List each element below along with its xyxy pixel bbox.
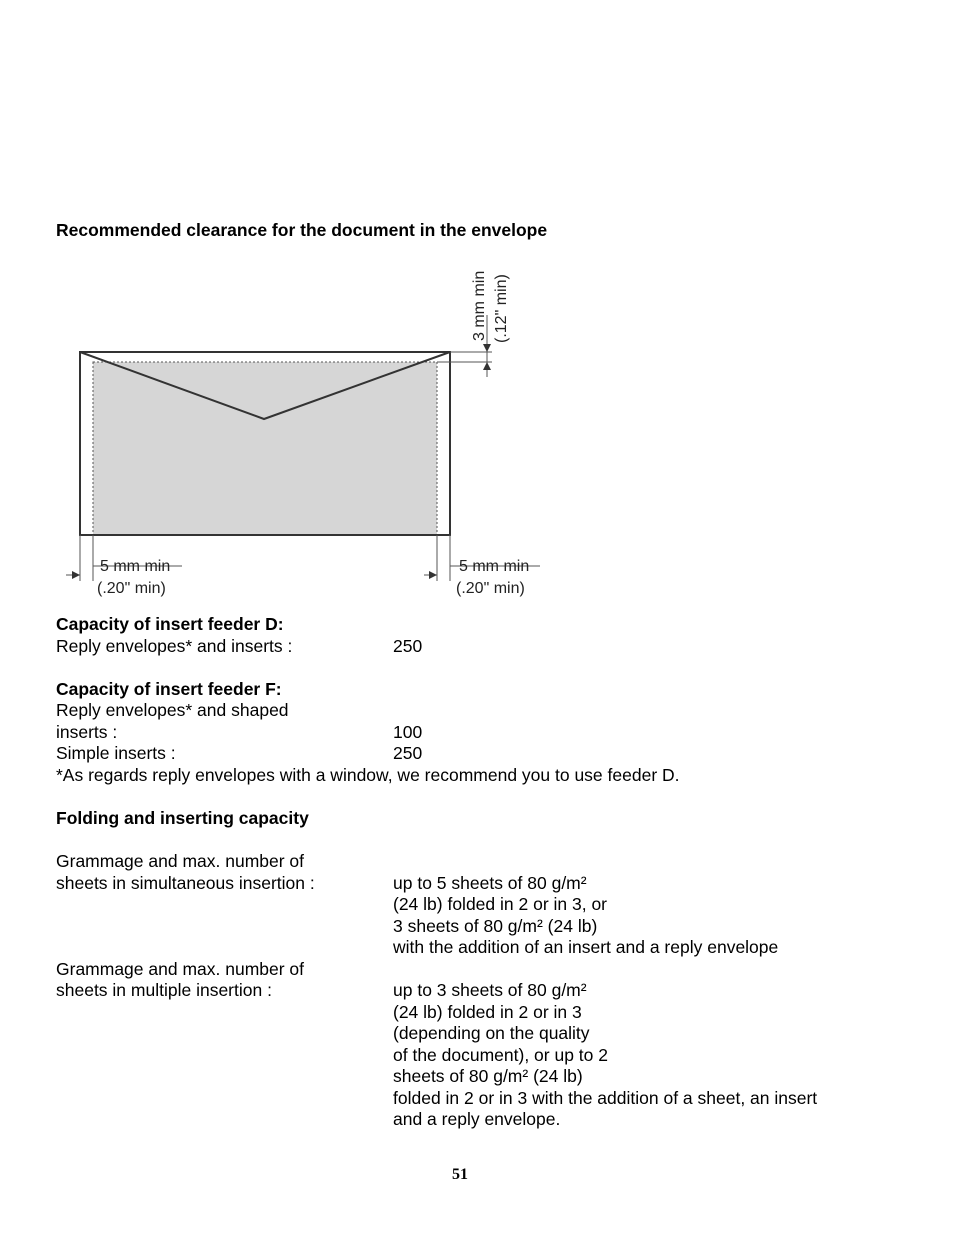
feeder-f-heading: Capacity of insert feeder F: bbox=[56, 679, 282, 699]
feeder-d-label: Reply envelopes* and inserts : bbox=[56, 636, 293, 656]
simultaneous-value-line: with the addition of an insert and a reply envelope bbox=[393, 937, 779, 957]
feeder-f-row2-label: Simple inserts : bbox=[56, 743, 176, 763]
multiple-label-2: sheets in multiple insertion : bbox=[56, 980, 272, 1000]
left-clearance-label-2: (.20" min) bbox=[97, 580, 166, 597]
feeder-d-value: 250 bbox=[393, 636, 423, 656]
arrow-right bbox=[429, 571, 437, 579]
arrow-top-up bbox=[483, 362, 491, 370]
feeder-f-row1-label-1: Reply envelopes* and shaped bbox=[56, 700, 289, 720]
top-clearance-label-1: 3 mm min bbox=[471, 270, 488, 341]
simultaneous-label-1: Grammage and max. number of bbox=[56, 851, 305, 871]
arrow-top-down bbox=[483, 344, 491, 352]
multiple-value-line: sheets of 80 g/m² (24 lb) bbox=[393, 1066, 583, 1086]
multiple-value-line: (depending on the quality bbox=[393, 1023, 590, 1043]
envelope-clearance-diagram bbox=[60, 255, 560, 600]
left-clearance-label-1: 5 mm min bbox=[100, 558, 171, 575]
feeder-f-row1-label-2: inserts : bbox=[56, 722, 118, 742]
multiple-label-1: Grammage and max. number of bbox=[56, 959, 305, 979]
simultaneous-value-line: up to 5 sheets of 80 g/m² bbox=[393, 873, 587, 893]
right-clearance-label-1: 5 mm min bbox=[459, 558, 530, 575]
arrow-left bbox=[72, 571, 80, 579]
simultaneous-value-line: 3 sheets of 80 g/m² (24 lb) bbox=[393, 916, 598, 936]
multiple-value-line: (24 lb) folded in 2 or in 3 bbox=[393, 1002, 582, 1022]
top-clearance-label-2: (.12" min) bbox=[493, 274, 510, 343]
document-area bbox=[93, 362, 437, 535]
multiple-value-line: up to 3 sheets of 80 g/m² bbox=[393, 980, 587, 1000]
feeder-f-row1-value: 100 bbox=[393, 722, 423, 742]
page-number: 51 bbox=[452, 1166, 468, 1183]
clearance-heading: Recommended clearance for the document in the envelope bbox=[56, 220, 548, 240]
right-clearance-label-2: (.20" min) bbox=[456, 580, 525, 597]
simultaneous-value-line: (24 lb) folded in 2 or in 3, or bbox=[393, 894, 608, 914]
feeder-f-footnote: *As regards reply envelopes with a window, we recommend you to use feeder D. bbox=[56, 765, 680, 785]
multiple-value-line: of the document), or up to 2 bbox=[393, 1045, 608, 1065]
folding-heading: Folding and inserting capacity bbox=[56, 808, 309, 828]
multiple-value-line: folded in 2 or in 3 with the addition of a sheet, an insert bbox=[393, 1088, 818, 1108]
feeder-f-row2-value: 250 bbox=[393, 743, 423, 763]
multiple-value-line: and a reply envelope. bbox=[393, 1109, 561, 1129]
simultaneous-label-2: sheets in simultaneous insertion : bbox=[56, 873, 315, 893]
feeder-d-heading: Capacity of insert feeder D: bbox=[56, 614, 284, 634]
